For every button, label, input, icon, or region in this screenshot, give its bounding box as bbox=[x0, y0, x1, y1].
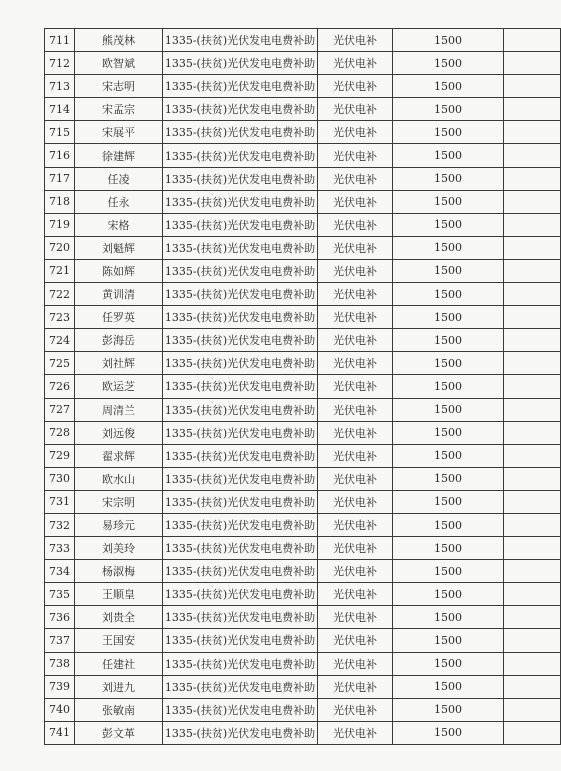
note-cell bbox=[504, 375, 561, 398]
name-cell: 宋展平 bbox=[75, 121, 163, 144]
note-cell bbox=[504, 352, 561, 375]
subsidy-item-cell: 1335-(扶贫)光伏发电电费补助 bbox=[163, 721, 318, 744]
subsidy-type-cell: 光伏电补 bbox=[318, 721, 393, 744]
note-cell bbox=[504, 583, 561, 606]
table-row bbox=[45, 721, 561, 744]
subsidy-item-cell: 1335-(扶贫)光伏发电电费补助 bbox=[163, 375, 318, 398]
name-cell: 宋格 bbox=[75, 213, 163, 236]
row-number-cell: 720 bbox=[45, 236, 75, 259]
subsidy-type-cell: 光伏电补 bbox=[318, 421, 393, 444]
name-cell: 杨淑梅 bbox=[75, 560, 163, 583]
table-row bbox=[45, 421, 561, 444]
table-row bbox=[45, 306, 561, 329]
subsidy-item-cell: 1335-(扶贫)光伏发电电费补助 bbox=[163, 283, 318, 306]
name-cell: 刘美玲 bbox=[75, 537, 163, 560]
note-cell bbox=[504, 144, 561, 167]
note-cell bbox=[504, 467, 561, 490]
amount-cell: 1500 bbox=[393, 283, 504, 306]
note-cell bbox=[504, 329, 561, 352]
subsidy-type-cell: 光伏电补 bbox=[318, 29, 393, 52]
subsidy-type-cell: 光伏电补 bbox=[318, 513, 393, 536]
row-number-cell: 713 bbox=[45, 75, 75, 98]
row-number-cell: 731 bbox=[45, 490, 75, 513]
table-row bbox=[45, 167, 561, 190]
name-cell: 王顺皇 bbox=[75, 583, 163, 606]
subsidy-type-cell: 光伏电补 bbox=[318, 190, 393, 213]
note-cell bbox=[504, 606, 561, 629]
table-row bbox=[45, 490, 561, 513]
table-row bbox=[45, 537, 561, 560]
name-cell: 欧水山 bbox=[75, 467, 163, 490]
amount-cell: 1500 bbox=[393, 652, 504, 675]
amount-cell: 1500 bbox=[393, 329, 504, 352]
name-cell: 熊茂林 bbox=[75, 29, 163, 52]
amount-cell: 1500 bbox=[393, 398, 504, 421]
amount-cell: 1500 bbox=[393, 190, 504, 213]
subsidy-type-cell: 光伏电补 bbox=[318, 675, 393, 698]
name-cell: 任凌 bbox=[75, 167, 163, 190]
note-cell bbox=[504, 75, 561, 98]
name-cell: 任永 bbox=[75, 190, 163, 213]
amount-cell: 1500 bbox=[393, 698, 504, 721]
amount-cell: 1500 bbox=[393, 98, 504, 121]
amount-cell: 1500 bbox=[393, 513, 504, 536]
table-row bbox=[45, 583, 561, 606]
note-cell bbox=[504, 444, 561, 467]
name-cell: 刘贵全 bbox=[75, 606, 163, 629]
subsidy-item-cell: 1335-(扶贫)光伏发电电费补助 bbox=[163, 698, 318, 721]
amount-cell: 1500 bbox=[393, 560, 504, 583]
note-cell bbox=[504, 167, 561, 190]
subsidy-item-cell: 1335-(扶贫)光伏发电电费补助 bbox=[163, 29, 318, 52]
note-cell bbox=[504, 652, 561, 675]
name-cell: 任建社 bbox=[75, 652, 163, 675]
subsidy-item-cell: 1335-(扶贫)光伏发电电费补助 bbox=[163, 606, 318, 629]
subsidy-item-cell: 1335-(扶贫)光伏发电电费补助 bbox=[163, 629, 318, 652]
note-cell bbox=[504, 675, 561, 698]
name-cell: 陈如辉 bbox=[75, 259, 163, 282]
row-number-cell: 739 bbox=[45, 675, 75, 698]
table-row bbox=[45, 444, 561, 467]
table-row bbox=[45, 121, 561, 144]
name-cell: 欧智斌 bbox=[75, 52, 163, 75]
name-cell: 刘社辉 bbox=[75, 352, 163, 375]
row-number-cell: 722 bbox=[45, 283, 75, 306]
name-cell: 王国安 bbox=[75, 629, 163, 652]
name-cell: 翟求辉 bbox=[75, 444, 163, 467]
subsidy-item-cell: 1335-(扶贫)光伏发电电费补助 bbox=[163, 560, 318, 583]
name-cell: 黄训清 bbox=[75, 283, 163, 306]
amount-cell: 1500 bbox=[393, 583, 504, 606]
note-cell bbox=[504, 398, 561, 421]
subsidy-item-cell: 1335-(扶贫)光伏发电电费补助 bbox=[163, 121, 318, 144]
subsidy-type-cell: 光伏电补 bbox=[318, 698, 393, 721]
name-cell: 任罗英 bbox=[75, 306, 163, 329]
note-cell bbox=[504, 421, 561, 444]
subsidy-type-cell: 光伏电补 bbox=[318, 75, 393, 98]
table-row bbox=[45, 329, 561, 352]
row-number-cell: 726 bbox=[45, 375, 75, 398]
row-number-cell: 714 bbox=[45, 98, 75, 121]
amount-cell: 1500 bbox=[393, 75, 504, 98]
row-number-cell: 716 bbox=[45, 144, 75, 167]
row-number-cell: 733 bbox=[45, 537, 75, 560]
amount-cell: 1500 bbox=[393, 490, 504, 513]
table-row bbox=[45, 398, 561, 421]
amount-cell: 1500 bbox=[393, 236, 504, 259]
amount-cell: 1500 bbox=[393, 629, 504, 652]
subsidy-item-cell: 1335-(扶贫)光伏发电电费补助 bbox=[163, 167, 318, 190]
subsidy-item-cell: 1335-(扶贫)光伏发电电费补助 bbox=[163, 306, 318, 329]
table-row bbox=[45, 75, 561, 98]
amount-cell: 1500 bbox=[393, 537, 504, 560]
row-number-cell: 719 bbox=[45, 213, 75, 236]
row-number-cell: 727 bbox=[45, 398, 75, 421]
table-row bbox=[45, 675, 561, 698]
table-row bbox=[45, 52, 561, 75]
subsidy-item-cell: 1335-(扶贫)光伏发电电费补助 bbox=[163, 329, 318, 352]
row-number-cell: 737 bbox=[45, 629, 75, 652]
amount-cell: 1500 bbox=[393, 721, 504, 744]
table-row bbox=[45, 190, 561, 213]
subsidy-type-cell: 光伏电补 bbox=[318, 444, 393, 467]
name-cell: 徐建辉 bbox=[75, 144, 163, 167]
subsidy-type-cell: 光伏电补 bbox=[318, 213, 393, 236]
note-cell bbox=[504, 283, 561, 306]
row-number-cell: 735 bbox=[45, 583, 75, 606]
subsidy-item-cell: 1335-(扶贫)光伏发电电费补助 bbox=[163, 583, 318, 606]
row-number-cell: 725 bbox=[45, 352, 75, 375]
table-row bbox=[45, 375, 561, 398]
name-cell: 易珍元 bbox=[75, 513, 163, 536]
note-cell bbox=[504, 259, 561, 282]
name-cell: 宋孟宗 bbox=[75, 98, 163, 121]
subsidy-item-cell: 1335-(扶贫)光伏发电电费补助 bbox=[163, 513, 318, 536]
subsidy-type-cell: 光伏电补 bbox=[318, 144, 393, 167]
row-number-cell: 732 bbox=[45, 513, 75, 536]
amount-cell: 1500 bbox=[393, 167, 504, 190]
subsidy-type-cell: 光伏电补 bbox=[318, 560, 393, 583]
subsidy-type-cell: 光伏电补 bbox=[318, 283, 393, 306]
note-cell bbox=[504, 490, 561, 513]
row-number-cell: 721 bbox=[45, 259, 75, 282]
name-cell: 刘魁辉 bbox=[75, 236, 163, 259]
table-row bbox=[45, 606, 561, 629]
note-cell bbox=[504, 721, 561, 744]
note-cell bbox=[504, 190, 561, 213]
subsidy-item-cell: 1335-(扶贫)光伏发电电费补助 bbox=[163, 490, 318, 513]
table-row bbox=[45, 213, 561, 236]
row-number-cell: 724 bbox=[45, 329, 75, 352]
table-row bbox=[45, 236, 561, 259]
table-row bbox=[45, 283, 561, 306]
name-cell: 宋宗明 bbox=[75, 490, 163, 513]
row-number-cell: 715 bbox=[45, 121, 75, 144]
subsidy-item-cell: 1335-(扶贫)光伏发电电费补助 bbox=[163, 144, 318, 167]
note-cell bbox=[504, 629, 561, 652]
subsidy-type-cell: 光伏电补 bbox=[318, 167, 393, 190]
table-row bbox=[45, 98, 561, 121]
subsidy-item-cell: 1335-(扶贫)光伏发电电费补助 bbox=[163, 675, 318, 698]
amount-cell: 1500 bbox=[393, 467, 504, 490]
subsidy-type-cell: 光伏电补 bbox=[318, 52, 393, 75]
amount-cell: 1500 bbox=[393, 144, 504, 167]
note-cell bbox=[504, 236, 561, 259]
note-cell bbox=[504, 306, 561, 329]
subsidy-item-cell: 1335-(扶贫)光伏发电电费补助 bbox=[163, 398, 318, 421]
name-cell: 宋志明 bbox=[75, 75, 163, 98]
subsidy-item-cell: 1335-(扶贫)光伏发电电费补助 bbox=[163, 421, 318, 444]
row-number-cell: 741 bbox=[45, 721, 75, 744]
amount-cell: 1500 bbox=[393, 444, 504, 467]
subsidy-type-cell: 光伏电补 bbox=[318, 583, 393, 606]
table-row bbox=[45, 560, 561, 583]
amount-cell: 1500 bbox=[393, 213, 504, 236]
subsidy-item-cell: 1335-(扶贫)光伏发电电费补助 bbox=[163, 259, 318, 282]
table-row bbox=[45, 29, 561, 52]
subsidy-type-cell: 光伏电补 bbox=[318, 352, 393, 375]
subsidy-item-cell: 1335-(扶贫)光伏发电电费补助 bbox=[163, 190, 318, 213]
subsidy-type-cell: 光伏电补 bbox=[318, 629, 393, 652]
note-cell bbox=[504, 29, 561, 52]
table-row bbox=[45, 513, 561, 536]
row-number-cell: 734 bbox=[45, 560, 75, 583]
subsidy-item-cell: 1335-(扶贫)光伏发电电费补助 bbox=[163, 75, 318, 98]
amount-cell: 1500 bbox=[393, 121, 504, 144]
subsidy-type-cell: 光伏电补 bbox=[318, 329, 393, 352]
amount-cell: 1500 bbox=[393, 259, 504, 282]
name-cell: 刘进九 bbox=[75, 675, 163, 698]
subsidy-type-cell: 光伏电补 bbox=[318, 652, 393, 675]
note-cell bbox=[504, 121, 561, 144]
subsidy-type-cell: 光伏电补 bbox=[318, 467, 393, 490]
row-number-cell: 729 bbox=[45, 444, 75, 467]
table-row bbox=[45, 144, 561, 167]
subsidy-type-cell: 光伏电补 bbox=[318, 306, 393, 329]
subsidy-type-cell: 光伏电补 bbox=[318, 537, 393, 560]
subsidy-item-cell: 1335-(扶贫)光伏发电电费补助 bbox=[163, 52, 318, 75]
note-cell bbox=[504, 513, 561, 536]
amount-cell: 1500 bbox=[393, 52, 504, 75]
row-number-cell: 712 bbox=[45, 52, 75, 75]
subsidy-item-cell: 1335-(扶贫)光伏发电电费补助 bbox=[163, 352, 318, 375]
amount-cell: 1500 bbox=[393, 421, 504, 444]
name-cell: 欧运芝 bbox=[75, 375, 163, 398]
subsidy-item-cell: 1335-(扶贫)光伏发电电费补助 bbox=[163, 537, 318, 560]
subsidy-table bbox=[44, 28, 561, 745]
note-cell bbox=[504, 537, 561, 560]
subsidy-item-cell: 1335-(扶贫)光伏发电电费补助 bbox=[163, 467, 318, 490]
name-cell: 周清兰 bbox=[75, 398, 163, 421]
row-number-cell: 738 bbox=[45, 652, 75, 675]
amount-cell: 1500 bbox=[393, 352, 504, 375]
subsidy-type-cell: 光伏电补 bbox=[318, 236, 393, 259]
row-number-cell: 728 bbox=[45, 421, 75, 444]
name-cell: 彭海岳 bbox=[75, 329, 163, 352]
subsidy-type-cell: 光伏电补 bbox=[318, 398, 393, 421]
subsidy-type-cell: 光伏电补 bbox=[318, 375, 393, 398]
subsidy-item-cell: 1335-(扶贫)光伏发电电费补助 bbox=[163, 652, 318, 675]
table-row bbox=[45, 698, 561, 721]
row-number-cell: 717 bbox=[45, 167, 75, 190]
subsidy-item-cell: 1335-(扶贫)光伏发电电费补助 bbox=[163, 236, 318, 259]
note-cell bbox=[504, 213, 561, 236]
row-number-cell: 740 bbox=[45, 698, 75, 721]
table-row bbox=[45, 652, 561, 675]
row-number-cell: 718 bbox=[45, 190, 75, 213]
subsidy-item-cell: 1335-(扶贫)光伏发电电费补助 bbox=[163, 444, 318, 467]
name-cell: 刘远俊 bbox=[75, 421, 163, 444]
subsidy-item-cell: 1335-(扶贫)光伏发电电费补助 bbox=[163, 98, 318, 121]
row-number-cell: 711 bbox=[45, 29, 75, 52]
row-number-cell: 723 bbox=[45, 306, 75, 329]
name-cell: 张敏南 bbox=[75, 698, 163, 721]
amount-cell: 1500 bbox=[393, 606, 504, 629]
note-cell bbox=[504, 98, 561, 121]
table-row bbox=[45, 259, 561, 282]
subsidy-table-body bbox=[45, 29, 561, 745]
note-cell bbox=[504, 560, 561, 583]
note-cell bbox=[504, 52, 561, 75]
row-number-cell: 730 bbox=[45, 467, 75, 490]
amount-cell: 1500 bbox=[393, 29, 504, 52]
subsidy-item-cell: 1335-(扶贫)光伏发电电费补助 bbox=[163, 213, 318, 236]
row-number-cell: 736 bbox=[45, 606, 75, 629]
subsidy-type-cell: 光伏电补 bbox=[318, 121, 393, 144]
note-cell bbox=[504, 698, 561, 721]
name-cell: 彭文革 bbox=[75, 721, 163, 744]
table-row bbox=[45, 352, 561, 375]
table-row bbox=[45, 467, 561, 490]
subsidy-type-cell: 光伏电补 bbox=[318, 490, 393, 513]
subsidy-type-cell: 光伏电补 bbox=[318, 98, 393, 121]
amount-cell: 1500 bbox=[393, 306, 504, 329]
subsidy-type-cell: 光伏电补 bbox=[318, 606, 393, 629]
amount-cell: 1500 bbox=[393, 675, 504, 698]
amount-cell: 1500 bbox=[393, 375, 504, 398]
table-row bbox=[45, 629, 561, 652]
subsidy-type-cell: 光伏电补 bbox=[318, 259, 393, 282]
